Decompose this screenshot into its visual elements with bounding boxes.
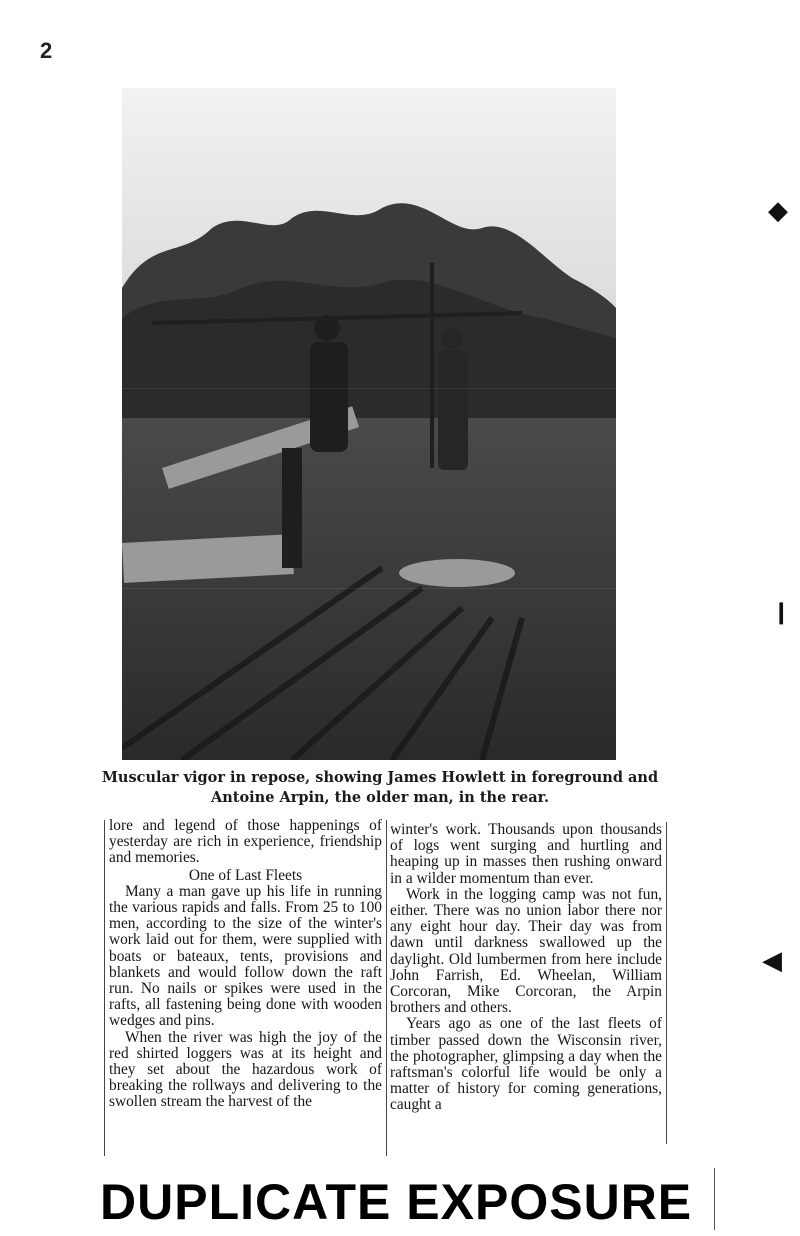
article-left-paragraph-1: lore and legend of those happenings of yesterday are rich in experience, friendship and memories. <box>109 817 382 867</box>
column-rule-right <box>666 822 667 1144</box>
binder-hole-mark-top: ◆ <box>768 196 788 226</box>
article-column-right <box>390 822 662 1114</box>
caption-line-1: Muscular vigor in repose, showing James Howlett in foreground and <box>101 769 659 786</box>
article-column-left <box>109 818 382 1111</box>
page-number: 2 <box>40 38 53 63</box>
duplicate-exposure-stamp: DUPLICATE EXPOSURE <box>100 1174 693 1230</box>
article-right-paragraph-2: Work in the logging camp was not fun, either. There was no union labor there nor any eight hour day. Their day was from dawn until darkness swallowed up the daylight. Old lumbermen from here include John Farrish, Ed. Wheelan, William Corcoran, Mike Corcoran, the Arpin brothers and others. <box>390 885 662 1017</box>
stamp-border <box>714 1168 715 1230</box>
raftsmen-photograph <box>122 88 616 760</box>
column-rule-left <box>104 820 105 1156</box>
photo-caption <box>100 768 660 808</box>
article-subhead: One of Last Fleets <box>188 866 303 884</box>
article-right-paragraph-1: winter's work. Thousands upon thousands of logs went surging and hurtling and heaping up in masses then rushing onward in a wilder momentum than ever. <box>390 821 662 887</box>
binder-hole-mark-lower: ◀ <box>762 946 782 976</box>
photograph-image <box>122 88 616 760</box>
caption-line-2: Antoine Arpin, the older man, in the rear. <box>210 789 549 806</box>
article-right-paragraph-3: Years ago as one of the last fleets of timber passed down the Wisconsin river, the photographer, glimpsing a day when the raftsman's colorful life would be only a matter of history for coming generations, caught a <box>390 1015 662 1114</box>
column-rule-middle <box>386 820 387 1156</box>
binder-hole-mark-middle: ❙ <box>772 600 791 625</box>
article-left-paragraph-3: When the river was high the joy of the red shirted loggers was at its height and they set about the hazardous work of breaking the rollways and delivering to the swollen stream the harvest of the <box>109 1028 382 1111</box>
article-left-paragraph-2: Many a man gave up his life in running the various rapids and falls. From 25 to 100 men, according to the size of the winter's work laid out for them, were supplied with boats or bateaux, tents, provisions and blankets and would follow down the raft run. No nails or spikes were used in the rafts, all fastening being done with wooden wedges and pins. <box>109 882 382 1030</box>
